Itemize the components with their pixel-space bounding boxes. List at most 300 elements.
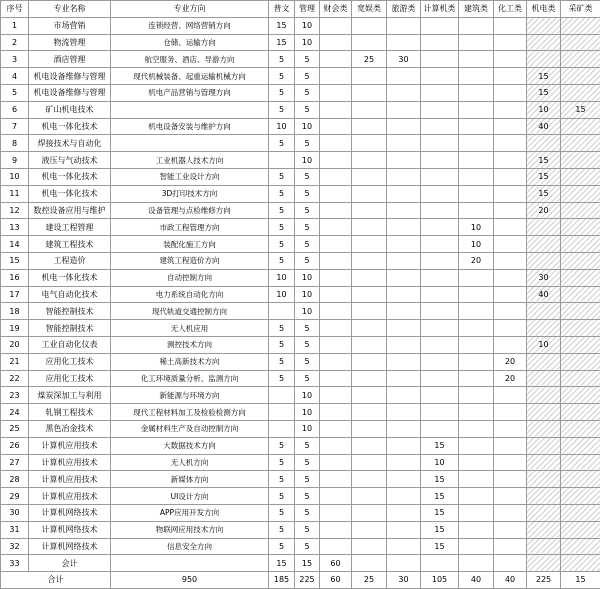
- quota-cell: 10: [295, 17, 320, 34]
- quota-cell: [459, 387, 494, 404]
- quota-cell: [352, 370, 387, 387]
- quota-cell: [421, 236, 459, 253]
- quota-cell: 10: [527, 101, 561, 118]
- table-row: [1, 101, 600, 118]
- quota-cell: [421, 168, 459, 185]
- quota-cell: [494, 488, 527, 505]
- quota-cell: 60: [320, 555, 352, 572]
- quota-cell: [459, 185, 494, 202]
- major-name: 机电一体化技术: [29, 118, 111, 135]
- quota-cell: [387, 219, 421, 236]
- table-row: [1, 118, 600, 135]
- row-index: 21: [1, 353, 29, 370]
- quota-cell: 5: [295, 521, 320, 538]
- quota-cell: [561, 269, 600, 286]
- quota-cell: [320, 286, 352, 303]
- quota-cell: [421, 185, 459, 202]
- table-row: [1, 252, 600, 269]
- column-header: 普文: [269, 1, 295, 18]
- major-name: 液压与气动技术: [29, 152, 111, 169]
- quota-cell: [494, 51, 527, 68]
- quota-cell: [387, 152, 421, 169]
- quota-cell: [320, 320, 352, 337]
- quota-cell: [269, 303, 295, 320]
- quota-cell: 5: [269, 538, 295, 555]
- quota-cell: 5: [269, 336, 295, 353]
- quota-cell: 5: [295, 236, 320, 253]
- quota-cell: [387, 202, 421, 219]
- column-header: 机电类: [527, 1, 561, 18]
- quota-cell: 5: [269, 168, 295, 185]
- quota-cell: 5: [295, 185, 320, 202]
- table-row: [1, 168, 600, 185]
- column-header: 旅游类: [387, 1, 421, 18]
- quota-cell: 15: [527, 152, 561, 169]
- quota-cell: 15: [527, 68, 561, 85]
- quota-cell: [561, 320, 600, 337]
- row-index: 15: [1, 252, 29, 269]
- major-name: 会计: [29, 555, 111, 572]
- major-name: 计算机应用技术: [29, 488, 111, 505]
- quota-cell: [494, 17, 527, 34]
- quota-cell: [459, 101, 494, 118]
- quota-cell: [561, 84, 600, 101]
- table-row: [1, 336, 600, 353]
- table-row: [1, 51, 600, 68]
- major-name: 机电一体化技术: [29, 269, 111, 286]
- quota-cell: [387, 135, 421, 152]
- table-row: [1, 34, 600, 51]
- quota-cell: [459, 51, 494, 68]
- quota-cell: [561, 488, 600, 505]
- major-name: 应用化工技术: [29, 370, 111, 387]
- row-index: 29: [1, 488, 29, 505]
- quota-cell: [269, 387, 295, 404]
- row-index: 13: [1, 219, 29, 236]
- quota-cell: [459, 521, 494, 538]
- quota-cell: 15: [421, 538, 459, 555]
- table-row: [1, 420, 600, 437]
- quota-cell: 5: [295, 370, 320, 387]
- total-row: [1, 572, 600, 589]
- table-row: [1, 68, 600, 85]
- table-row: [1, 152, 600, 169]
- row-index: 8: [1, 135, 29, 152]
- quota-cell: [561, 353, 600, 370]
- major-direction: 大数据技术方向: [111, 437, 269, 454]
- quota-cell: [527, 51, 561, 68]
- quota-cell: [320, 538, 352, 555]
- quota-cell: [387, 252, 421, 269]
- quota-cell: [352, 168, 387, 185]
- quota-cell: [320, 420, 352, 437]
- quota-cell: 25: [352, 51, 387, 68]
- quota-cell: [527, 320, 561, 337]
- quota-cell: [320, 454, 352, 471]
- quota-cell: [494, 152, 527, 169]
- major-name: 应用化工技术: [29, 353, 111, 370]
- row-index: 9: [1, 152, 29, 169]
- major-direction: 仓储、运输方向: [111, 34, 269, 51]
- quota-cell: [459, 320, 494, 337]
- column-header: 专业方向: [111, 1, 269, 18]
- quota-cell: [421, 219, 459, 236]
- quota-cell: 15: [269, 17, 295, 34]
- quota-cell: [421, 135, 459, 152]
- quota-cell: 10: [295, 118, 320, 135]
- quota-cell: 10: [295, 269, 320, 286]
- quota-cell: [421, 118, 459, 135]
- quota-cell: 5: [295, 320, 320, 337]
- major-name: 计算机网络技术: [29, 521, 111, 538]
- quota-cell: [387, 454, 421, 471]
- major-name: 计算机应用技术: [29, 471, 111, 488]
- major-direction: 工业机器人技术方向: [111, 152, 269, 169]
- quota-cell: [527, 488, 561, 505]
- quota-cell: 20: [494, 370, 527, 387]
- major-direction: 无人机应用: [111, 320, 269, 337]
- quota-cell: [387, 353, 421, 370]
- quota-cell: [527, 17, 561, 34]
- quota-cell: [561, 437, 600, 454]
- quota-cell: [561, 118, 600, 135]
- row-index: 23: [1, 387, 29, 404]
- quota-cell: [421, 286, 459, 303]
- quota-cell: 10: [295, 420, 320, 437]
- major-name: 矿山机电技术: [29, 101, 111, 118]
- quota-cell: [527, 135, 561, 152]
- quota-cell: [459, 370, 494, 387]
- major-name: 机电一体化技术: [29, 168, 111, 185]
- row-index: 24: [1, 404, 29, 421]
- major-name: 酒店管理: [29, 51, 111, 68]
- quota-cell: [527, 303, 561, 320]
- quota-cell: [527, 236, 561, 253]
- quota-cell: [527, 454, 561, 471]
- quota-cell: 5: [269, 51, 295, 68]
- quota-cell: [421, 387, 459, 404]
- major-direction: 现代轨道交通控制方向: [111, 303, 269, 320]
- quota-cell: [320, 404, 352, 421]
- quota-cell: [387, 269, 421, 286]
- row-index: 12: [1, 202, 29, 219]
- quota-cell: 10: [295, 303, 320, 320]
- quota-cell: [527, 353, 561, 370]
- quota-cell: [352, 269, 387, 286]
- quota-cell: 30: [387, 51, 421, 68]
- quota-cell: 5: [295, 202, 320, 219]
- quota-cell: 5: [295, 252, 320, 269]
- quota-cell: [387, 84, 421, 101]
- total-value: 40: [494, 572, 527, 589]
- major-name: 计算机应用技术: [29, 454, 111, 471]
- quota-cell: 5: [269, 135, 295, 152]
- quota-cell: [421, 370, 459, 387]
- row-index: 33: [1, 555, 29, 572]
- major-direction: 设备管理与点检维修方向: [111, 202, 269, 219]
- major-name: 机电设备维修与管理: [29, 68, 111, 85]
- quota-cell: 15: [561, 101, 600, 118]
- quota-cell: [494, 101, 527, 118]
- header-row: [1, 1, 600, 18]
- quota-cell: [387, 521, 421, 538]
- table-row: [1, 555, 600, 572]
- quota-cell: [561, 471, 600, 488]
- quota-cell: [320, 437, 352, 454]
- major-direction: 物联网应用技术方向: [111, 521, 269, 538]
- quota-cell: [494, 420, 527, 437]
- quota-cell: [527, 387, 561, 404]
- quota-cell: [320, 168, 352, 185]
- major-direction: 装配化施工方向: [111, 236, 269, 253]
- quota-cell: [527, 404, 561, 421]
- major-name: 计算机网络技术: [29, 504, 111, 521]
- total-value: 225: [295, 572, 320, 589]
- quota-cell: [494, 320, 527, 337]
- table-row: [1, 471, 600, 488]
- row-index: 25: [1, 420, 29, 437]
- quota-cell: [352, 84, 387, 101]
- quota-cell: 15: [421, 437, 459, 454]
- quota-cell: [459, 152, 494, 169]
- major-direction: 新能源与环境方向: [111, 387, 269, 404]
- quota-cell: [421, 202, 459, 219]
- major-direction: 机电产品营销与管理方向: [111, 84, 269, 101]
- quota-cell: 5: [295, 101, 320, 118]
- row-index: 5: [1, 84, 29, 101]
- quota-cell: [352, 488, 387, 505]
- quota-cell: [459, 168, 494, 185]
- quota-cell: 5: [269, 84, 295, 101]
- major-direction: [111, 101, 269, 118]
- quota-cell: [421, 68, 459, 85]
- major-name: 工程造价: [29, 252, 111, 269]
- quota-cell: [459, 488, 494, 505]
- quota-cell: [561, 135, 600, 152]
- row-index: 10: [1, 168, 29, 185]
- quota-cell: [352, 135, 387, 152]
- table-row: [1, 504, 600, 521]
- quota-cell: [421, 404, 459, 421]
- quota-cell: [421, 303, 459, 320]
- major-name: 物流管理: [29, 34, 111, 51]
- table-row: [1, 185, 600, 202]
- major-name: 计算机应用技术: [29, 437, 111, 454]
- row-index: 19: [1, 320, 29, 337]
- quota-cell: [527, 420, 561, 437]
- quota-cell: [352, 219, 387, 236]
- column-header: 管理: [295, 1, 320, 18]
- major-direction: 连锁经营、网络营销方向: [111, 17, 269, 34]
- quota-cell: 5: [295, 538, 320, 555]
- major-direction: 机电设备安装与维护方向: [111, 118, 269, 135]
- quota-cell: [459, 34, 494, 51]
- total-value: 25: [352, 572, 387, 589]
- quota-cell: [459, 84, 494, 101]
- major-direction: 航空服务、酒店、导游方向: [111, 51, 269, 68]
- quota-cell: [387, 17, 421, 34]
- quota-cell: 5: [269, 219, 295, 236]
- quota-cell: [494, 236, 527, 253]
- quota-cell: [421, 353, 459, 370]
- quota-cell: [459, 135, 494, 152]
- quota-cell: 5: [269, 454, 295, 471]
- quota-cell: 10: [295, 387, 320, 404]
- quota-cell: [320, 68, 352, 85]
- quota-cell: [561, 538, 600, 555]
- quota-cell: [320, 118, 352, 135]
- row-index: 6: [1, 101, 29, 118]
- quota-cell: [387, 471, 421, 488]
- table-row: [1, 219, 600, 236]
- quota-cell: [561, 555, 600, 572]
- major-direction: 智能工业设计方向: [111, 168, 269, 185]
- quota-cell: [320, 471, 352, 488]
- quota-cell: [352, 17, 387, 34]
- quota-cell: [387, 236, 421, 253]
- major-direction: 金属材料生产及自动控制方向: [111, 420, 269, 437]
- quota-cell: [459, 420, 494, 437]
- table-row: [1, 17, 600, 34]
- column-header: 建筑类: [459, 1, 494, 18]
- major-name: 市场营销: [29, 17, 111, 34]
- quota-cell: [459, 336, 494, 353]
- quota-cell: [459, 555, 494, 572]
- quota-cell: 5: [269, 437, 295, 454]
- quota-cell: 40: [527, 118, 561, 135]
- table-row: [1, 84, 600, 101]
- quota-cell: [459, 286, 494, 303]
- quota-cell: [387, 538, 421, 555]
- quota-cell: [352, 185, 387, 202]
- major-direction: 自动控制方向: [111, 269, 269, 286]
- quota-cell: [421, 101, 459, 118]
- quota-cell: [561, 370, 600, 387]
- quota-cell: [494, 471, 527, 488]
- quota-cell: [320, 370, 352, 387]
- table-row: [1, 370, 600, 387]
- quota-cell: [352, 101, 387, 118]
- quota-cell: [561, 68, 600, 85]
- row-index: 32: [1, 538, 29, 555]
- quota-cell: [459, 118, 494, 135]
- quota-cell: 10: [295, 34, 320, 51]
- quota-cell: [387, 286, 421, 303]
- quota-cell: 10: [269, 286, 295, 303]
- quota-cell: [561, 286, 600, 303]
- major-direction: 新媒体方向: [111, 471, 269, 488]
- row-index: 2: [1, 34, 29, 51]
- quota-cell: [387, 68, 421, 85]
- quota-cell: [561, 336, 600, 353]
- quota-cell: [527, 555, 561, 572]
- quota-cell: 10: [527, 336, 561, 353]
- table-row: [1, 135, 600, 152]
- quota-cell: [387, 168, 421, 185]
- table-row: [1, 202, 600, 219]
- quota-cell: [269, 420, 295, 437]
- quota-cell: [561, 236, 600, 253]
- quota-cell: [421, 34, 459, 51]
- quota-cell: 5: [295, 68, 320, 85]
- quota-cell: 5: [295, 336, 320, 353]
- row-index: 17: [1, 286, 29, 303]
- total-value: 105: [421, 572, 459, 589]
- quota-cell: 5: [295, 488, 320, 505]
- quota-cell: [352, 286, 387, 303]
- quota-cell: [320, 252, 352, 269]
- quota-cell: [527, 370, 561, 387]
- quota-cell: [320, 17, 352, 34]
- quota-cell: [459, 437, 494, 454]
- quota-cell: [352, 303, 387, 320]
- major-name: 焊接技术与自动化: [29, 135, 111, 152]
- major-direction: APP应用开发方向: [111, 504, 269, 521]
- quota-cell: [459, 202, 494, 219]
- quota-cell: 5: [269, 185, 295, 202]
- quota-cell: [561, 168, 600, 185]
- quota-cell: [494, 269, 527, 286]
- major-direction: 测控技术方向: [111, 336, 269, 353]
- quota-cell: 5: [295, 168, 320, 185]
- quota-cell: [494, 521, 527, 538]
- quota-cell: [352, 236, 387, 253]
- major-name: 智能控制技术: [29, 320, 111, 337]
- quota-cell: 15: [269, 555, 295, 572]
- quota-cell: [459, 471, 494, 488]
- quota-cell: [561, 252, 600, 269]
- quota-cell: [387, 420, 421, 437]
- quota-cell: [527, 252, 561, 269]
- quota-cell: [494, 185, 527, 202]
- quota-cell: [320, 202, 352, 219]
- major-direction: 电力系统自动化方向: [111, 286, 269, 303]
- quota-cell: [352, 202, 387, 219]
- major-direction: 信息安全方向: [111, 538, 269, 555]
- major-name: 建筑工程技术: [29, 236, 111, 253]
- quota-cell: [494, 303, 527, 320]
- quota-cell: 15: [295, 555, 320, 572]
- quota-cell: [561, 202, 600, 219]
- quota-cell: [494, 555, 527, 572]
- quota-cell: [320, 185, 352, 202]
- quota-cell: [352, 118, 387, 135]
- row-index: 18: [1, 303, 29, 320]
- quota-cell: [320, 303, 352, 320]
- quota-cell: [387, 118, 421, 135]
- row-index: 26: [1, 437, 29, 454]
- quota-cell: 5: [295, 84, 320, 101]
- quota-cell: [561, 420, 600, 437]
- major-name: 计算机网络技术: [29, 538, 111, 555]
- quota-cell: [459, 538, 494, 555]
- row-index: 31: [1, 521, 29, 538]
- quota-cell: [494, 84, 527, 101]
- quota-cell: [494, 135, 527, 152]
- quota-cell: [494, 168, 527, 185]
- quota-cell: [352, 387, 387, 404]
- quota-cell: 10: [295, 286, 320, 303]
- quota-cell: 5: [269, 521, 295, 538]
- quota-cell: [352, 34, 387, 51]
- quota-cell: [387, 34, 421, 51]
- major-direction: UI设计方向: [111, 488, 269, 505]
- quota-cell: [387, 320, 421, 337]
- quota-cell: [527, 437, 561, 454]
- quota-cell: [320, 521, 352, 538]
- quota-cell: [320, 336, 352, 353]
- quota-cell: [320, 504, 352, 521]
